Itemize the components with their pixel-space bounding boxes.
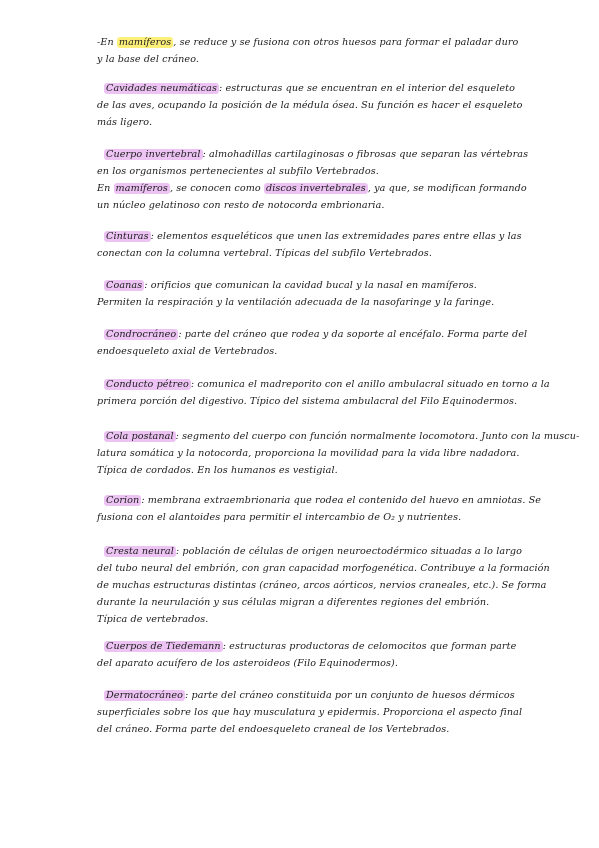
entry-2-line-3: más ligero.: [97, 117, 153, 128]
definition-text: : membrana extraembrionaria que rodea el contenido del huevo en amniotas. Se: [141, 495, 542, 506]
highlighted-term: Cola postanal: [106, 431, 174, 442]
definition-text: : parte del cráneo que rodea y da soporte al encéfalo. Forma parte del: [178, 329, 528, 340]
entry-6-line-2: endoesqueleto axial de Vertebrados.: [97, 346, 278, 357]
entry-3-line-1: [104, 148, 528, 162]
entry-12-line-1: [104, 689, 515, 703]
definition-text: : elementos esqueléticos que unen las extremidades pares entre ellas y las: [150, 231, 522, 242]
entry-1-line-1: [97, 36, 518, 50]
highlighted-term: mamíferos: [118, 37, 172, 48]
entry-6-line-1: [104, 328, 527, 342]
highlighted-term: Conducto pétreo: [106, 379, 189, 390]
entry-10-line-2: del tubo neural del embrión, con gran capacidad morfogenética. Contribuye a la formación: [97, 563, 550, 574]
entry-2-line-2: de las aves, ocupando la posición de la médula ósea. Su función es hacer el esqueleto: [97, 100, 523, 111]
definition-text: , se reduce y se fusiona con otros huesos para formar el paladar duro: [173, 37, 519, 48]
definition-text: : orificios que comunican la cavidad bucal y la nasal en mamíferos.: [144, 280, 477, 291]
entry-12-line-2: superficiales sobre los que hay musculatura y epidermis. Proporciona el aspecto final: [97, 707, 523, 718]
entry-3-line-2: en los organismos pertenecientes al subfilo Vertebrados.: [97, 166, 379, 177]
entry-9-line-1: [104, 494, 541, 508]
line-text: En: [97, 183, 114, 194]
entry-1-line-2: y la base del cráneo.: [97, 54, 200, 65]
entry-10-line-4: durante la neurulación y sus células migran a diferentes regiones del embrión.: [97, 597, 490, 608]
entry-2-line-1: [104, 82, 515, 96]
highlighted-term: Corion: [106, 495, 140, 506]
definition-text: : almohadillas cartilaginosas o fibrosas que separan las vértebras: [202, 149, 529, 160]
highlighted-term: Condrocráneo: [106, 329, 177, 340]
entry-8-line-2: latura somática y la notocorda, proporciona la movilidad para la vida libre nadadora.: [97, 448, 520, 459]
entry-8-line-1: [104, 430, 579, 444]
entry-5-line-2: Permiten la respiración y la ventilación adecuada de la nasofaringe y la faringe.: [97, 297, 495, 308]
definition-text: : estructuras que se encuentran en el interior del esqueleto: [219, 83, 515, 94]
definition-text: , ya que, se modifican formando: [367, 183, 527, 194]
definition-text: : comunica el madreporito con el anillo ambulacral situado en torno a la: [190, 379, 550, 390]
entry-10-line-5: Típica de vertebrados.: [97, 614, 209, 625]
entry-9-line-2: fusiona con el alantoides para permitir el intercambio de O₂ y nutrientes.: [97, 512, 462, 523]
line-text: , se conocen como: [169, 183, 264, 194]
highlighted-term: Cuerpo invertebral: [106, 149, 201, 160]
definition-text: : segmento del cuerpo con función normalmente locomotora. Junto con la muscu-: [175, 431, 580, 442]
entry-4-line-2: conectan con la columna vertebral. Típicas del subfilo Vertebrados.: [97, 248, 432, 259]
highlighted-term: Cuerpos de Tiedemann: [106, 641, 221, 652]
highlighted-term: mamíferos: [115, 183, 168, 194]
entry-5-line-1: [104, 279, 477, 293]
entry-10-line-3: de muchas estructuras distintas (cráneo, arcos aórticos, nervios craneales, etc.). Se forma: [97, 580, 547, 591]
highlighted-term: Cresta neural: [106, 546, 174, 557]
entry-11-line-1: [104, 640, 516, 654]
entry-11-line-2: del aparato acuífero de los asteroideos (Filo Equinodermos).: [97, 658, 399, 669]
entry-3-line-3: [97, 182, 527, 196]
highlighted-term: Cavidades neumáticas: [106, 83, 217, 94]
highlighted-term: Dermatocráneo: [106, 690, 184, 701]
highlighted-term: Cinturas: [106, 231, 149, 242]
entry-12-line-3: del cráneo. Forma parte del endoesqueleto craneal de los Vertebrados.: [97, 724, 450, 735]
entry-7-line-1: [104, 378, 550, 392]
line-text: -En: [97, 37, 117, 48]
definition-text: : estructuras productoras de celomocitos que forman parte: [222, 641, 517, 652]
definition-text: : población de células de origen neuroectodérmico situadas a lo largo: [175, 546, 523, 557]
definition-text: : parte del cráneo constituida por un conjunto de huesos dérmicos: [185, 690, 515, 701]
entry-7-line-2: primera porción del digestivo. Típico del sistema ambulacral del Filo Equinodermos.: [97, 396, 518, 407]
highlighted-term: Coanas: [106, 280, 143, 291]
entry-8-line-3: Típica de cordados. En los humanos es vestigial.: [97, 465, 338, 476]
highlighted-term: discos invertebrales: [265, 183, 366, 194]
entry-10-line-1: [104, 545, 522, 559]
entry-4-line-1: [104, 230, 522, 244]
entry-3-line-4: un núcleo gelatinoso con resto de notocorda embrionaria.: [97, 200, 385, 211]
